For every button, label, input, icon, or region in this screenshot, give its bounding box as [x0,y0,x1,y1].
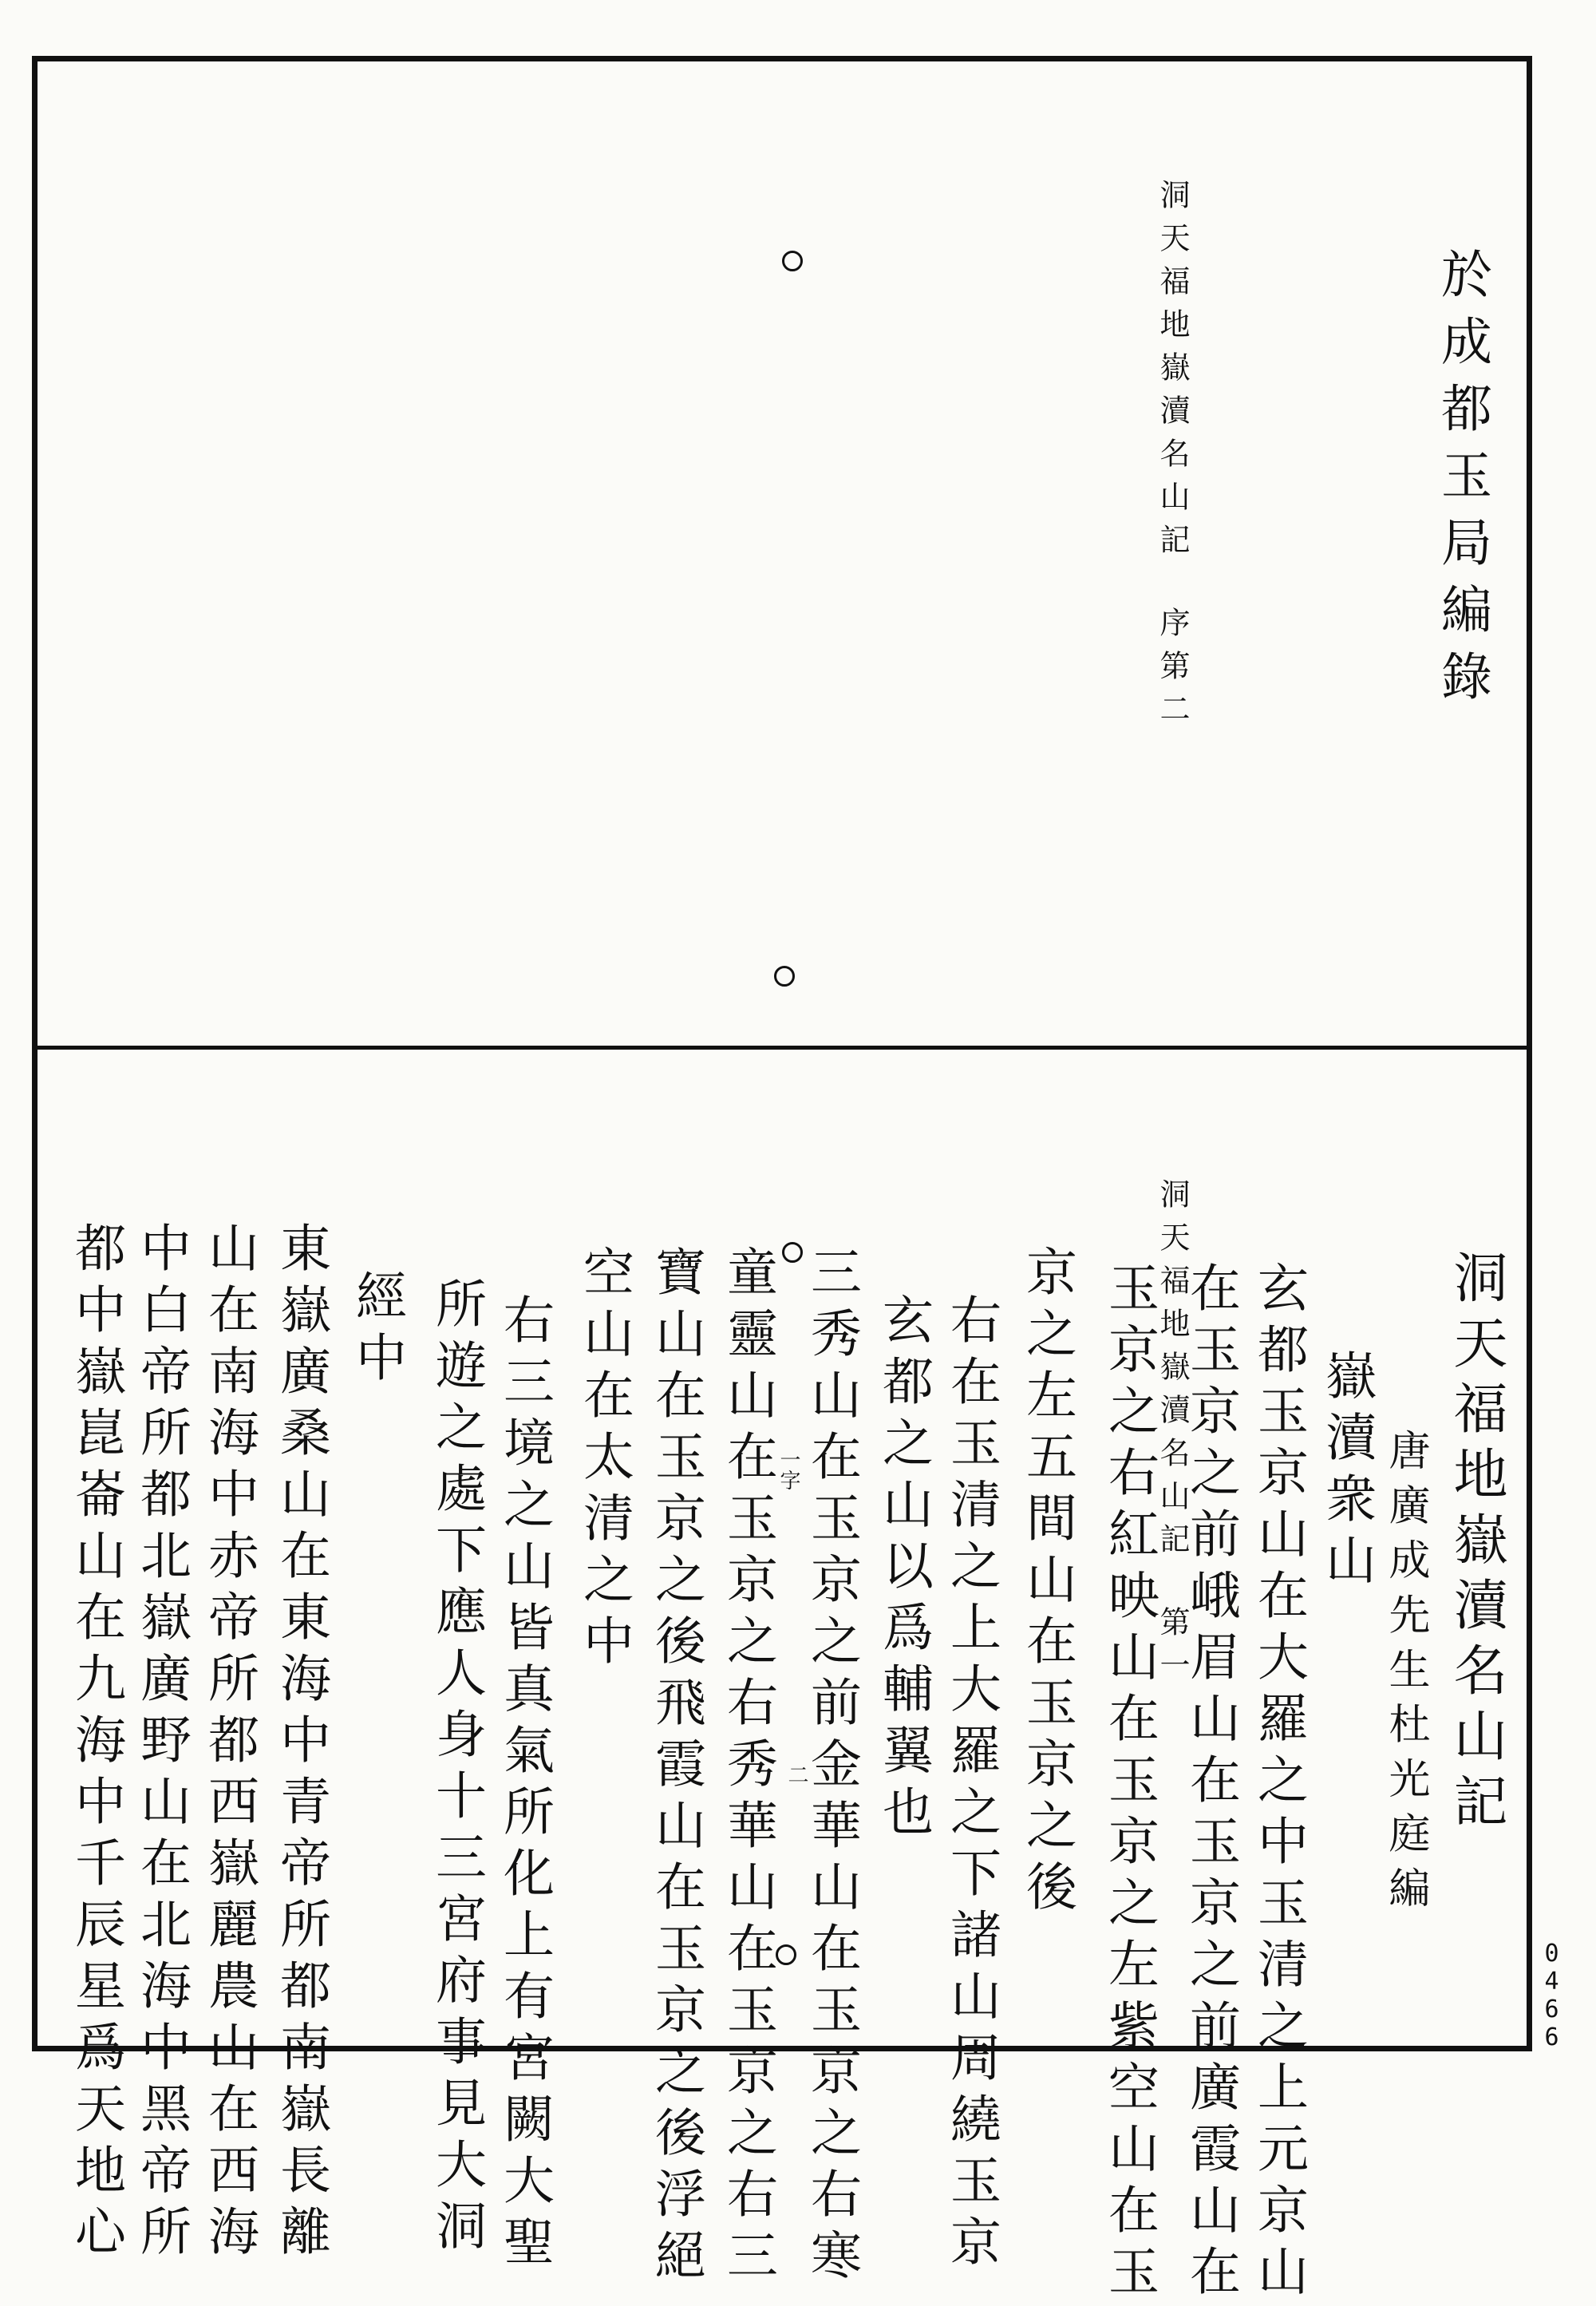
compiler-note: 於成都玉局編錄 [1432,247,1491,717]
text-column-1: 玄都玉京山在大羅之中玉清之上元京山 [1249,1261,1308,2306]
text-column-16: 中白帝所都北嶽廣野山在北海中黑帝所 [132,1221,191,2266]
binding-hole-top [782,251,803,271]
section-heading: 嶽瀆衆山 [1317,1349,1376,1595]
top-header [1155,179,1190,567]
text-column-7: 三秀山在玉京之前金華山在玉京之右寒 [802,1245,861,2290]
text-column-3: 玉京之右紅映山在玉京之左紫空山在玉 [1100,1261,1159,2306]
text-column-4: 京之左五間山在玉京之後 [1017,1245,1077,1921]
page-number: 0466 [1538,1940,1566,2051]
top-header-section: 序第二 [1155,607,1190,736]
text-column-6: 玄都之山以爲輔翼也 [874,1293,933,1846]
bottom-header-section: 第一 [1155,1606,1190,1692]
binding-hole-bottom-1 [782,1242,803,1263]
binding-hole-middle [774,966,795,987]
text-column-17: 都中嶽崑崙山在九海中千辰星爲天地心 [66,1221,125,2266]
text-column-10: 空山在太清之中 [575,1245,634,1675]
text-title: 洞天福地嶽瀆名山記 [1444,1249,1507,1838]
top-header-title: 洞天福地嶽瀆名山記 [1155,179,1190,567]
text-column-9: 寶山在玉京之後飛霞山在玉京之後浮絕 [646,1245,705,2290]
author-line: 唐 廣 成 先 生 杜 光 庭 編 [1381,1429,1429,1908]
marginal-note-2: 二 [784,1764,808,1785]
text-column-2: 在玉京之前峨眉山在玉京之前廣霞山在 [1181,1261,1240,2306]
text-column-11: 右三境之山皆真氣所化上有宮闕大聖 [495,1293,554,2276]
text-column-13: 經中 [347,1269,406,1392]
text-column-12: 所遊之處下應人身十三宮府事見大洞 [427,1277,486,2261]
binding-hole-bottom-2 [776,1944,796,1965]
text-column-5: 右在玉清之上大羅之下諸山周繞玉京 [942,1293,1001,2276]
panel-divider [32,1046,1532,1050]
marginal-note-1: 一字 [776,1449,800,1490]
text-column-14: 東嶽廣桑山在東海中青帝所都南嶽長離 [271,1221,330,2266]
text-column-15: 山在南海中赤帝所都西嶽麗農山在西海 [200,1221,259,2266]
text-column-8: 童靈山在玉京之右秀華山在玉京之右三 [718,1245,777,2290]
bottom-header-title: 洞天福地嶽瀆名山記 [1155,1178,1190,1566]
